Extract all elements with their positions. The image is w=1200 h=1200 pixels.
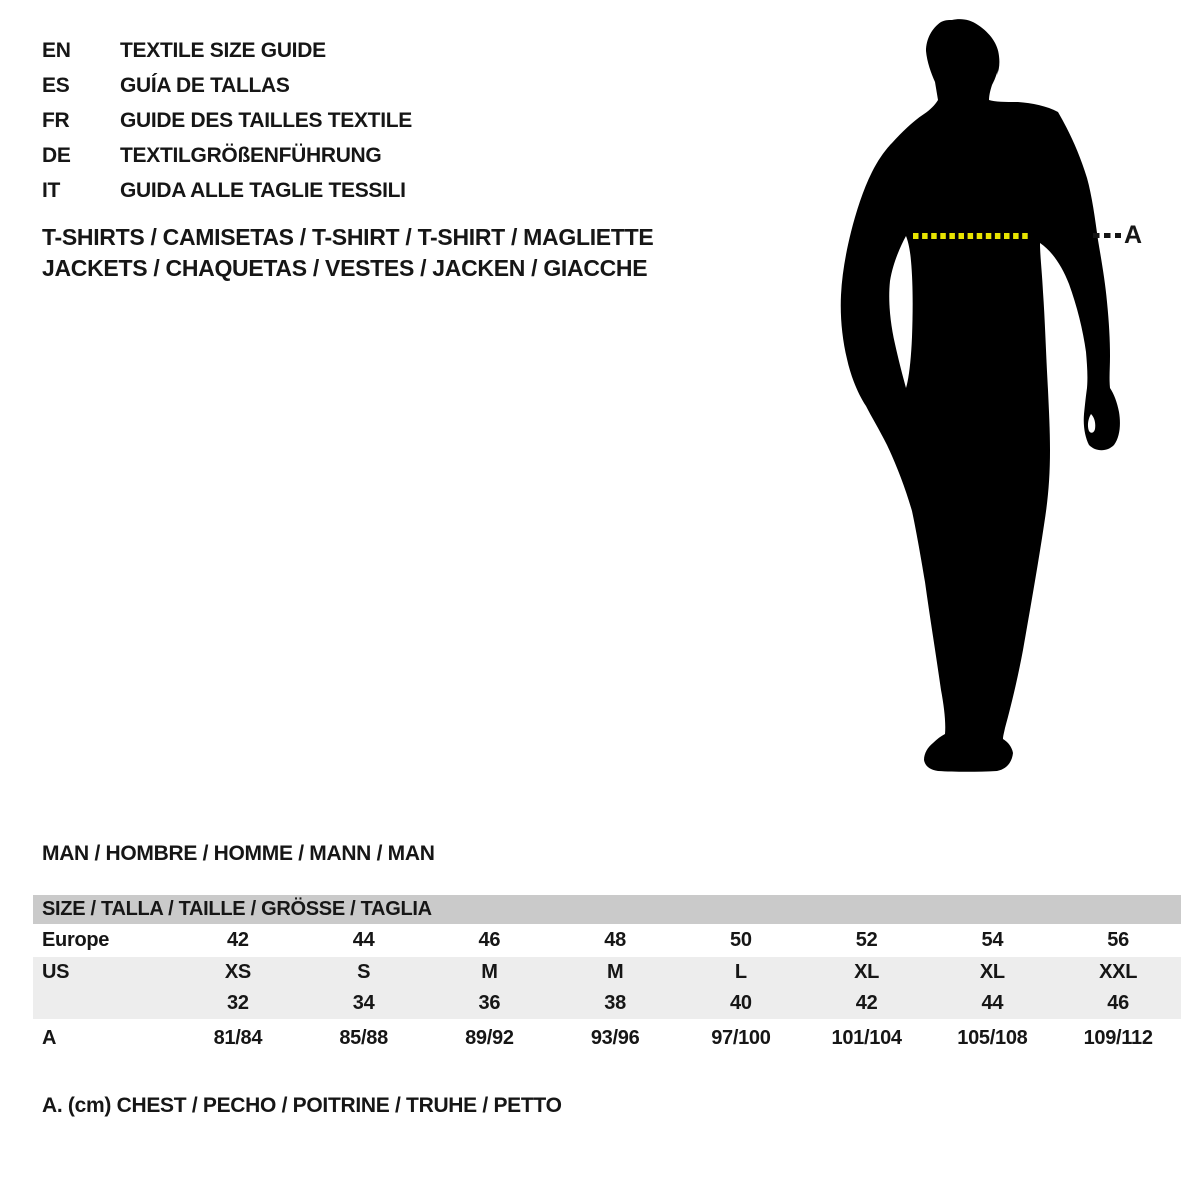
section-title: MAN / HOMBRE / HOMME / MANN / MAN [42, 842, 435, 865]
table-cell: 54 [981, 929, 1004, 951]
language-code: ES [42, 74, 70, 97]
table-cell: 85/88 [339, 1026, 388, 1049]
table-cell: 44 [352, 929, 375, 951]
row-label: A [42, 1026, 57, 1049]
table-row-europe [33, 924, 1181, 957]
table-cell: XL [854, 961, 880, 983]
table-cell: 34 [352, 992, 375, 1014]
table-cell: XXL [1099, 961, 1138, 983]
language-title: TEXTILGRÖßENFÜHRUNG [120, 144, 382, 167]
language-code: DE [42, 144, 71, 167]
table-cell: 36 [478, 992, 501, 1014]
size-table [33, 895, 1181, 1057]
measure-label-a: A [1124, 221, 1142, 249]
table-cell: 105/108 [957, 1026, 1028, 1049]
category-line-tshirts: T-SHIRTS / CAMISETAS / T-SHIRT / T-SHIRT / MAGLIETTE [42, 224, 654, 250]
table-cell: 48 [604, 929, 626, 951]
language-title: GUIDE DES TAILLES TEXTILE [120, 109, 412, 132]
table-cell: 81/84 [213, 1026, 263, 1049]
table-cell: 32 [227, 992, 249, 1014]
table-cell: 46 [478, 929, 501, 951]
table-cell: 52 [855, 929, 878, 951]
table-cell: 89/92 [465, 1026, 514, 1049]
table-cell: 56 [1107, 929, 1129, 951]
table-cell: 93/96 [590, 1026, 640, 1049]
table-cell: 97/100 [711, 1026, 771, 1049]
table-cell: S [357, 961, 371, 983]
table-cell: XS [224, 961, 251, 983]
language-code: EN [42, 39, 71, 62]
table-row-us-numeric [33, 988, 1181, 1019]
table-cell: L [734, 961, 747, 983]
language-code: IT [42, 179, 61, 202]
table-cell: XL [979, 961, 1005, 983]
table-row-chest [33, 1019, 1181, 1057]
table-cell: 50 [730, 929, 752, 951]
table-cell: M [481, 961, 498, 983]
table-cell: 40 [730, 992, 752, 1014]
language-code: FR [42, 109, 70, 132]
measurement-footnote: A. (cm) CHEST / PECHO / POITRINE / TRUHE / PETTO [42, 1094, 562, 1117]
language-title: TEXTILE SIZE GUIDE [120, 39, 326, 62]
table-cell: 101/104 [831, 1026, 902, 1049]
category-line-jackets: JACKETS / CHAQUETAS / VESTES / JACKEN / GIACCHE [42, 255, 648, 281]
table-cell: 42 [855, 992, 878, 1014]
language-title: GUIDA ALLE TAGLIE TESSILI [120, 179, 406, 202]
table-cell: 42 [227, 929, 249, 951]
language-title: GUÍA DE TALLAS [120, 74, 290, 97]
table-cell: 109/112 [1083, 1026, 1153, 1049]
size-table-header: SIZE / TALLA / TAILLE / GRÖSSE / TAGLIA [33, 895, 1181, 924]
table-cell: 38 [604, 992, 626, 1014]
row-label: US [42, 961, 70, 983]
table-cell: 46 [1107, 992, 1129, 1014]
table-cell: M [606, 961, 624, 983]
table-row-us [33, 957, 1181, 988]
table-cell: 44 [981, 992, 1004, 1014]
man-silhouette-icon [820, 0, 1200, 800]
row-label: Europe [42, 929, 110, 951]
